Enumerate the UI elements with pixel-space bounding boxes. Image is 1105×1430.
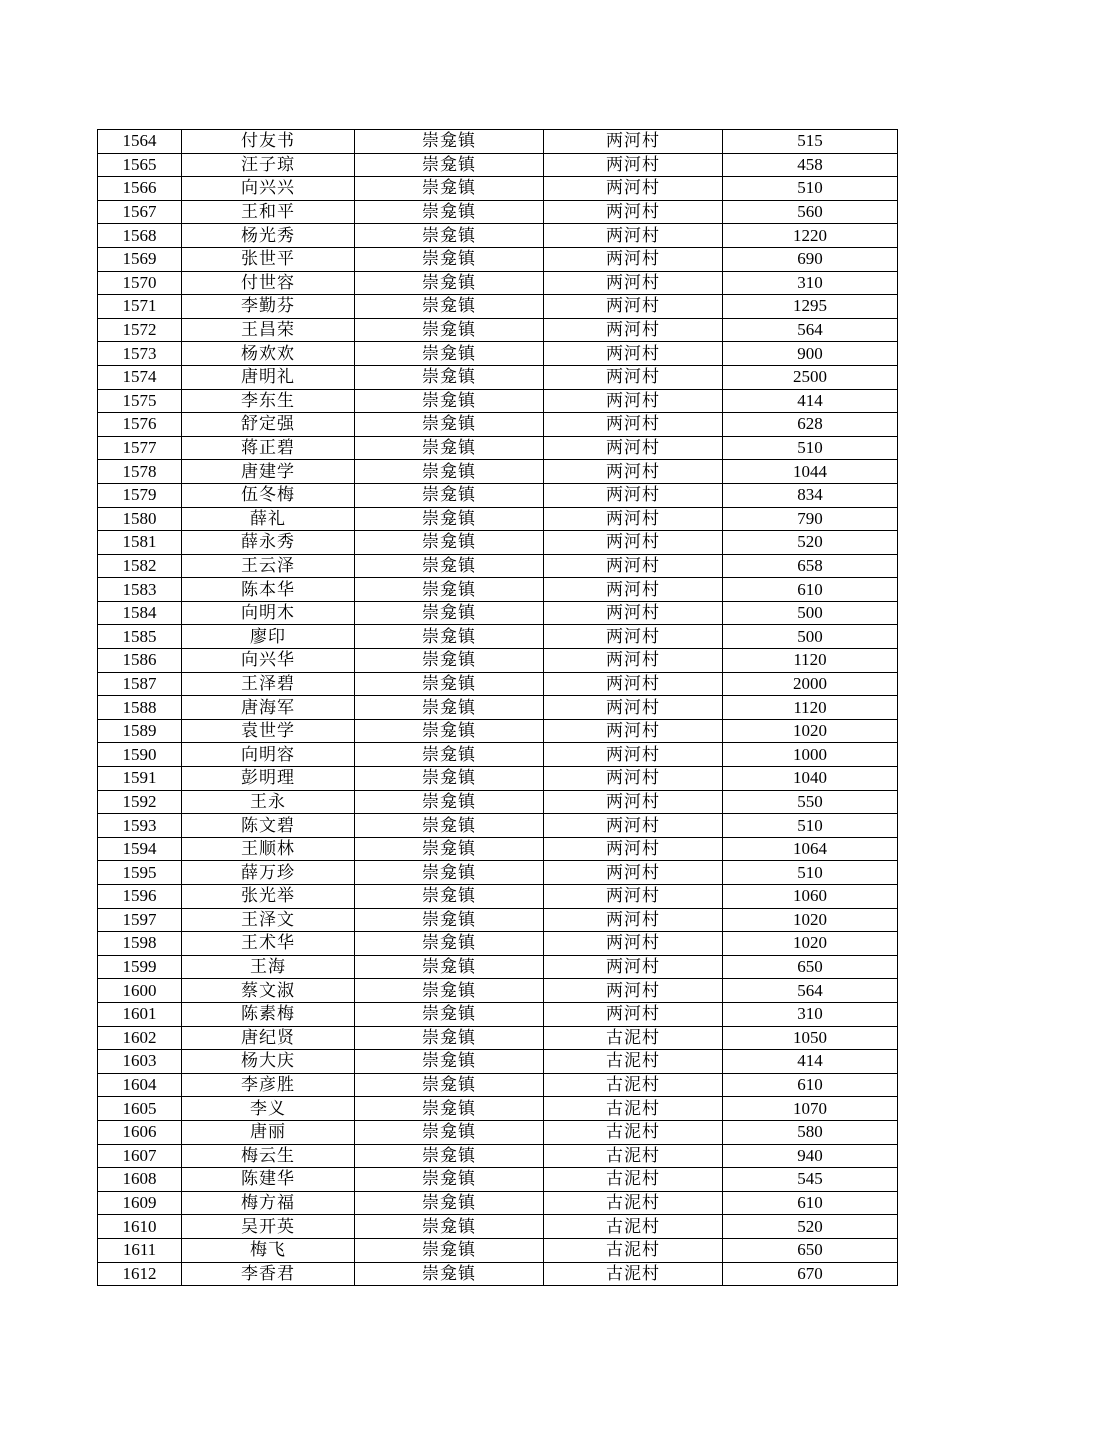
name-cell: 王海 [182, 955, 355, 979]
serial-number-cell: 1570 [98, 271, 182, 295]
amount-cell: 658 [723, 554, 898, 578]
town-cell: 崇龛镇 [355, 1238, 544, 1262]
name-cell: 袁世学 [182, 719, 355, 743]
village-cell: 两河村 [544, 413, 723, 437]
village-cell: 古泥村 [544, 1168, 723, 1192]
village-cell: 两河村 [544, 649, 723, 673]
village-cell: 两河村 [544, 932, 723, 956]
amount-cell: 1050 [723, 1026, 898, 1050]
name-cell: 唐纪贤 [182, 1026, 355, 1050]
table-row [98, 837, 898, 861]
village-cell: 两河村 [544, 247, 723, 271]
town-cell: 崇龛镇 [355, 318, 544, 342]
amount-cell: 1070 [723, 1097, 898, 1121]
town-cell: 崇龛镇 [355, 955, 544, 979]
table-row [98, 247, 898, 271]
name-cell: 薛永秀 [182, 531, 355, 555]
table-row [98, 507, 898, 531]
village-cell: 两河村 [544, 531, 723, 555]
town-cell: 崇龛镇 [355, 719, 544, 743]
table-row [98, 649, 898, 673]
table-row [98, 531, 898, 555]
amount-cell: 310 [723, 271, 898, 295]
table-row [98, 1026, 898, 1050]
village-cell: 两河村 [544, 601, 723, 625]
table-row [98, 130, 898, 154]
table-row [98, 1191, 898, 1215]
town-cell: 崇龛镇 [355, 601, 544, 625]
serial-number-cell: 1596 [98, 885, 182, 909]
town-cell: 崇龛镇 [355, 554, 544, 578]
town-cell: 崇龛镇 [355, 436, 544, 460]
name-cell: 吴开英 [182, 1215, 355, 1239]
name-cell: 彭明理 [182, 767, 355, 791]
name-cell: 唐建学 [182, 460, 355, 484]
serial-number-cell: 1574 [98, 365, 182, 389]
table-row [98, 696, 898, 720]
serial-number-cell: 1569 [98, 247, 182, 271]
serial-number-cell: 1566 [98, 177, 182, 201]
table-row [98, 1238, 898, 1262]
table-row [98, 1262, 898, 1286]
table-row [98, 767, 898, 791]
table-row [98, 318, 898, 342]
village-cell: 两河村 [544, 483, 723, 507]
village-cell: 两河村 [544, 365, 723, 389]
village-cell: 两河村 [544, 507, 723, 531]
village-cell: 两河村 [544, 295, 723, 319]
amount-cell: 458 [723, 153, 898, 177]
town-cell: 崇龛镇 [355, 531, 544, 555]
town-cell: 崇龛镇 [355, 483, 544, 507]
serial-number-cell: 1578 [98, 460, 182, 484]
town-cell: 崇龛镇 [355, 507, 544, 531]
table-row [98, 1168, 898, 1192]
amount-cell: 560 [723, 200, 898, 224]
amount-cell: 1020 [723, 908, 898, 932]
serial-number-cell: 1572 [98, 318, 182, 342]
name-cell: 张世平 [182, 247, 355, 271]
data-table [97, 129, 898, 1286]
name-cell: 李彦胜 [182, 1073, 355, 1097]
serial-number-cell: 1611 [98, 1238, 182, 1262]
serial-number-cell: 1565 [98, 153, 182, 177]
name-cell: 蒋正碧 [182, 436, 355, 460]
name-cell: 廖印 [182, 625, 355, 649]
village-cell: 两河村 [544, 130, 723, 154]
name-cell: 陈素梅 [182, 1002, 355, 1026]
serial-number-cell: 1595 [98, 861, 182, 885]
amount-cell: 790 [723, 507, 898, 531]
village-cell: 两河村 [544, 200, 723, 224]
town-cell: 崇龛镇 [355, 413, 544, 437]
town-cell: 崇龛镇 [355, 885, 544, 909]
town-cell: 崇龛镇 [355, 1050, 544, 1074]
village-cell: 两河村 [544, 837, 723, 861]
amount-cell: 1000 [723, 743, 898, 767]
amount-cell: 520 [723, 531, 898, 555]
amount-cell: 670 [723, 1262, 898, 1286]
amount-cell: 1120 [723, 696, 898, 720]
village-cell: 古泥村 [544, 1073, 723, 1097]
serial-number-cell: 1592 [98, 790, 182, 814]
village-cell: 古泥村 [544, 1050, 723, 1074]
amount-cell: 1020 [723, 719, 898, 743]
table-row [98, 672, 898, 696]
table-row [98, 625, 898, 649]
village-cell: 两河村 [544, 955, 723, 979]
serial-number-cell: 1593 [98, 814, 182, 838]
table-row [98, 200, 898, 224]
table-row [98, 790, 898, 814]
serial-number-cell: 1582 [98, 554, 182, 578]
table-row [98, 389, 898, 413]
serial-number-cell: 1612 [98, 1262, 182, 1286]
amount-cell: 510 [723, 814, 898, 838]
table-row [98, 719, 898, 743]
serial-number-cell: 1609 [98, 1191, 182, 1215]
table-row [98, 1215, 898, 1239]
serial-number-cell: 1604 [98, 1073, 182, 1097]
name-cell: 陈本华 [182, 578, 355, 602]
serial-number-cell: 1605 [98, 1097, 182, 1121]
serial-number-cell: 1594 [98, 837, 182, 861]
name-cell: 王云泽 [182, 554, 355, 578]
serial-number-cell: 1597 [98, 908, 182, 932]
serial-number-cell: 1603 [98, 1050, 182, 1074]
town-cell: 崇龛镇 [355, 365, 544, 389]
serial-number-cell: 1591 [98, 767, 182, 791]
table-row [98, 177, 898, 201]
table-row [98, 979, 898, 1003]
serial-number-cell: 1602 [98, 1026, 182, 1050]
town-cell: 崇龛镇 [355, 1002, 544, 1026]
name-cell: 李勤芬 [182, 295, 355, 319]
name-cell: 舒定强 [182, 413, 355, 437]
amount-cell: 545 [723, 1168, 898, 1192]
serial-number-cell: 1599 [98, 955, 182, 979]
serial-number-cell: 1601 [98, 1002, 182, 1026]
village-cell: 古泥村 [544, 1026, 723, 1050]
serial-number-cell: 1564 [98, 130, 182, 154]
village-cell: 两河村 [544, 342, 723, 366]
village-cell: 两河村 [544, 460, 723, 484]
town-cell: 崇龛镇 [355, 625, 544, 649]
village-cell: 两河村 [544, 554, 723, 578]
amount-cell: 1060 [723, 885, 898, 909]
village-cell: 两河村 [544, 767, 723, 791]
amount-cell: 1020 [723, 932, 898, 956]
village-cell: 两河村 [544, 153, 723, 177]
town-cell: 崇龛镇 [355, 767, 544, 791]
serial-number-cell: 1577 [98, 436, 182, 460]
serial-number-cell: 1608 [98, 1168, 182, 1192]
name-cell: 王顺林 [182, 837, 355, 861]
serial-number-cell: 1567 [98, 200, 182, 224]
amount-cell: 1064 [723, 837, 898, 861]
table-row [98, 1050, 898, 1074]
amount-cell: 500 [723, 625, 898, 649]
town-cell: 崇龛镇 [355, 1097, 544, 1121]
name-cell: 薛礼 [182, 507, 355, 531]
table-row [98, 554, 898, 578]
amount-cell: 510 [723, 861, 898, 885]
table-row [98, 436, 898, 460]
amount-cell: 310 [723, 1002, 898, 1026]
table-row [98, 814, 898, 838]
name-cell: 向明木 [182, 601, 355, 625]
table-row [98, 908, 898, 932]
town-cell: 崇龛镇 [355, 1215, 544, 1239]
amount-cell: 690 [723, 247, 898, 271]
amount-cell: 520 [723, 1215, 898, 1239]
village-cell: 两河村 [544, 814, 723, 838]
amount-cell: 515 [723, 130, 898, 154]
town-cell: 崇龛镇 [355, 1073, 544, 1097]
village-cell: 古泥村 [544, 1238, 723, 1262]
serial-number-cell: 1586 [98, 649, 182, 673]
amount-cell: 1220 [723, 224, 898, 248]
amount-cell: 550 [723, 790, 898, 814]
amount-cell: 650 [723, 955, 898, 979]
town-cell: 崇龛镇 [355, 153, 544, 177]
table-row [98, 578, 898, 602]
village-cell: 两河村 [544, 885, 723, 909]
amount-cell: 500 [723, 601, 898, 625]
town-cell: 崇龛镇 [355, 814, 544, 838]
town-cell: 崇龛镇 [355, 1026, 544, 1050]
name-cell: 陈建华 [182, 1168, 355, 1192]
amount-cell: 610 [723, 578, 898, 602]
amount-cell: 414 [723, 389, 898, 413]
serial-number-cell: 1580 [98, 507, 182, 531]
town-cell: 崇龛镇 [355, 979, 544, 1003]
village-cell: 古泥村 [544, 1215, 723, 1239]
serial-number-cell: 1573 [98, 342, 182, 366]
table-row [98, 342, 898, 366]
town-cell: 崇龛镇 [355, 861, 544, 885]
amount-cell: 610 [723, 1073, 898, 1097]
serial-number-cell: 1588 [98, 696, 182, 720]
name-cell: 王和平 [182, 200, 355, 224]
name-cell: 张光举 [182, 885, 355, 909]
table-row [98, 271, 898, 295]
table-row [98, 295, 898, 319]
town-cell: 崇龛镇 [355, 224, 544, 248]
amount-cell: 610 [723, 1191, 898, 1215]
serial-number-cell: 1575 [98, 389, 182, 413]
name-cell: 杨大庆 [182, 1050, 355, 1074]
name-cell: 李东生 [182, 389, 355, 413]
amount-cell: 564 [723, 318, 898, 342]
serial-number-cell: 1585 [98, 625, 182, 649]
town-cell: 崇龛镇 [355, 649, 544, 673]
village-cell: 两河村 [544, 177, 723, 201]
name-cell: 伍冬梅 [182, 483, 355, 507]
amount-cell: 414 [723, 1050, 898, 1074]
name-cell: 王术华 [182, 932, 355, 956]
name-cell: 唐明礼 [182, 365, 355, 389]
amount-cell: 628 [723, 413, 898, 437]
village-cell: 两河村 [544, 908, 723, 932]
town-cell: 崇龛镇 [355, 1120, 544, 1144]
village-cell: 两河村 [544, 224, 723, 248]
town-cell: 崇龛镇 [355, 1168, 544, 1192]
name-cell: 付世容 [182, 271, 355, 295]
village-cell: 古泥村 [544, 1120, 723, 1144]
name-cell: 唐丽 [182, 1120, 355, 1144]
serial-number-cell: 1600 [98, 979, 182, 1003]
name-cell: 唐海军 [182, 696, 355, 720]
table-row [98, 1144, 898, 1168]
village-cell: 两河村 [544, 436, 723, 460]
name-cell: 付友书 [182, 130, 355, 154]
amount-cell: 650 [723, 1238, 898, 1262]
town-cell: 崇龛镇 [355, 342, 544, 366]
village-cell: 古泥村 [544, 1097, 723, 1121]
town-cell: 崇龛镇 [355, 389, 544, 413]
table-body [98, 130, 898, 1286]
serial-number-cell: 1606 [98, 1120, 182, 1144]
table-row [98, 743, 898, 767]
name-cell: 杨光秀 [182, 224, 355, 248]
village-cell: 两河村 [544, 1002, 723, 1026]
village-cell: 两河村 [544, 389, 723, 413]
table-row [98, 224, 898, 248]
town-cell: 崇龛镇 [355, 908, 544, 932]
town-cell: 崇龛镇 [355, 295, 544, 319]
name-cell: 李香君 [182, 1262, 355, 1286]
amount-cell: 564 [723, 979, 898, 1003]
name-cell: 李义 [182, 1097, 355, 1121]
village-cell: 两河村 [544, 578, 723, 602]
table-row [98, 885, 898, 909]
table-row [98, 1097, 898, 1121]
serial-number-cell: 1576 [98, 413, 182, 437]
name-cell: 向明容 [182, 743, 355, 767]
town-cell: 崇龛镇 [355, 460, 544, 484]
town-cell: 崇龛镇 [355, 743, 544, 767]
village-cell: 两河村 [544, 861, 723, 885]
town-cell: 崇龛镇 [355, 1262, 544, 1286]
town-cell: 崇龛镇 [355, 837, 544, 861]
name-cell: 蔡文淑 [182, 979, 355, 1003]
amount-cell: 510 [723, 436, 898, 460]
table-row [98, 955, 898, 979]
table-row [98, 932, 898, 956]
name-cell: 梅云生 [182, 1144, 355, 1168]
town-cell: 崇龛镇 [355, 932, 544, 956]
serial-number-cell: 1610 [98, 1215, 182, 1239]
amount-cell: 1044 [723, 460, 898, 484]
serial-number-cell: 1607 [98, 1144, 182, 1168]
name-cell: 陈文碧 [182, 814, 355, 838]
table-row [98, 861, 898, 885]
name-cell: 王泽碧 [182, 672, 355, 696]
town-cell: 崇龛镇 [355, 177, 544, 201]
amount-cell: 1120 [723, 649, 898, 673]
table-row [98, 1002, 898, 1026]
amount-cell: 1040 [723, 767, 898, 791]
village-cell: 两河村 [544, 625, 723, 649]
serial-number-cell: 1589 [98, 719, 182, 743]
name-cell: 杨欢欢 [182, 342, 355, 366]
village-cell: 古泥村 [544, 1144, 723, 1168]
town-cell: 崇龛镇 [355, 271, 544, 295]
village-cell: 两河村 [544, 318, 723, 342]
village-cell: 两河村 [544, 719, 723, 743]
amount-cell: 900 [723, 342, 898, 366]
table-row [98, 365, 898, 389]
town-cell: 崇龛镇 [355, 696, 544, 720]
village-cell: 两河村 [544, 696, 723, 720]
town-cell: 崇龛镇 [355, 130, 544, 154]
serial-number-cell: 1587 [98, 672, 182, 696]
town-cell: 崇龛镇 [355, 1144, 544, 1168]
serial-number-cell: 1598 [98, 932, 182, 956]
name-cell: 汪子琼 [182, 153, 355, 177]
town-cell: 崇龛镇 [355, 578, 544, 602]
village-cell: 两河村 [544, 790, 723, 814]
serial-number-cell: 1584 [98, 601, 182, 625]
serial-number-cell: 1581 [98, 531, 182, 555]
name-cell: 王昌荣 [182, 318, 355, 342]
table-row [98, 460, 898, 484]
village-cell: 两河村 [544, 672, 723, 696]
amount-cell: 1295 [723, 295, 898, 319]
town-cell: 崇龛镇 [355, 247, 544, 271]
amount-cell: 2500 [723, 365, 898, 389]
table-row [98, 413, 898, 437]
serial-number-cell: 1583 [98, 578, 182, 602]
name-cell: 王永 [182, 790, 355, 814]
name-cell: 向兴华 [182, 649, 355, 673]
name-cell: 薛万珍 [182, 861, 355, 885]
table-row [98, 1120, 898, 1144]
amount-cell: 940 [723, 1144, 898, 1168]
serial-number-cell: 1568 [98, 224, 182, 248]
name-cell: 梅方福 [182, 1191, 355, 1215]
table-row [98, 1073, 898, 1097]
table-row [98, 153, 898, 177]
serial-number-cell: 1590 [98, 743, 182, 767]
name-cell: 梅飞 [182, 1238, 355, 1262]
amount-cell: 2000 [723, 672, 898, 696]
serial-number-cell: 1571 [98, 295, 182, 319]
town-cell: 崇龛镇 [355, 790, 544, 814]
village-cell: 两河村 [544, 743, 723, 767]
village-cell: 古泥村 [544, 1262, 723, 1286]
amount-cell: 834 [723, 483, 898, 507]
amount-cell: 510 [723, 177, 898, 201]
village-cell: 两河村 [544, 271, 723, 295]
name-cell: 王泽文 [182, 908, 355, 932]
town-cell: 崇龛镇 [355, 672, 544, 696]
name-cell: 向兴兴 [182, 177, 355, 201]
table-row [98, 483, 898, 507]
serial-number-cell: 1579 [98, 483, 182, 507]
village-cell: 两河村 [544, 979, 723, 1003]
table-row [98, 601, 898, 625]
village-cell: 古泥村 [544, 1191, 723, 1215]
town-cell: 崇龛镇 [355, 1191, 544, 1215]
town-cell: 崇龛镇 [355, 200, 544, 224]
amount-cell: 580 [723, 1120, 898, 1144]
